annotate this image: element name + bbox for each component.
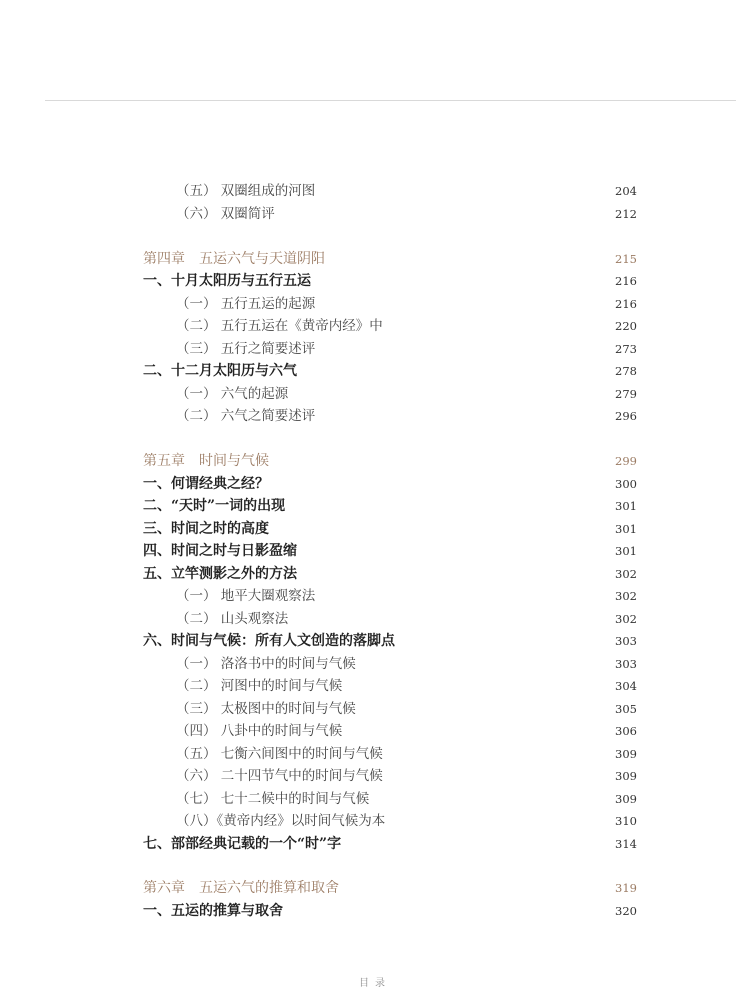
toc-section xyxy=(0,473,750,495)
toc-entry-title: 一、何谓经典之经？ xyxy=(143,476,269,492)
toc-chapter xyxy=(0,248,750,270)
toc-section xyxy=(0,540,750,562)
toc-subsection xyxy=(0,765,750,787)
toc-section xyxy=(0,270,750,292)
toc-entry-title: （二） 五行五运在《黄帝内经》中 xyxy=(176,318,383,334)
toc-page-number: 309 xyxy=(615,747,637,761)
toc-entry-title: 五、立竿测影之外的方法 xyxy=(143,566,297,582)
toc-page-number: 301 xyxy=(615,544,637,558)
toc-entry-title: （八）《黄帝内经》以时间气候为本 xyxy=(176,813,386,829)
toc-section xyxy=(0,630,750,652)
toc-page-number: 320 xyxy=(615,904,637,918)
toc-entry-title: （三） 太极图中的时间与气候 xyxy=(176,701,356,717)
toc-section xyxy=(0,495,750,517)
toc-entry-title: （二） 六气之简要述评 xyxy=(176,408,316,424)
toc-entry-title: 七、部部经典记载的一个“时”字 xyxy=(143,836,342,852)
toc-chapter xyxy=(0,877,750,899)
toc-page-number: 303 xyxy=(615,634,637,648)
toc-entry-title: （四） 八卦中的时间与气候 xyxy=(176,723,343,739)
toc-entry-title: 第五章 时间与气候 xyxy=(143,453,269,469)
toc-page-number: 296 xyxy=(615,409,637,423)
toc-page-number: 278 xyxy=(615,364,637,378)
toc-entry-title: （五） 七衡六间图中的时间与气候 xyxy=(176,746,383,762)
toc-subsection xyxy=(0,608,750,630)
toc-page-number: 302 xyxy=(615,612,637,626)
toc-page-number: 216 xyxy=(615,297,637,311)
toc-subsection xyxy=(0,293,750,315)
toc-section xyxy=(0,360,750,382)
toc-entry-title: 三、时间之时的高度 xyxy=(143,521,269,537)
toc-entry-title: 六、时间与气候：所有人文创造的落脚点 xyxy=(143,633,395,649)
toc-subsection xyxy=(0,698,750,720)
toc-page-number: 309 xyxy=(615,792,637,806)
toc-page-number: 301 xyxy=(615,522,637,536)
toc-chapter xyxy=(0,450,750,472)
toc-page-number: 301 xyxy=(615,499,637,513)
toc-page-number: 306 xyxy=(615,724,637,738)
toc-entry-title: 二、“天时”一词的出现 xyxy=(143,498,286,514)
toc-entry-title: 第六章 五运六气的推算和取舍 xyxy=(143,880,339,896)
toc-entry-title: （七） 七十二候中的时间与气候 xyxy=(176,791,370,807)
toc-page-number: 305 xyxy=(615,702,637,716)
toc-page-number: 273 xyxy=(615,342,637,356)
toc-page-number: 216 xyxy=(615,274,637,288)
toc-entry-title: （二） 山头观察法 xyxy=(176,611,289,627)
toc-subsection xyxy=(0,383,750,405)
toc-entry-title: 一、十月太阳历与五行五运 xyxy=(143,273,311,289)
toc-page-number: 302 xyxy=(615,589,637,603)
toc-page-number: 310 xyxy=(615,814,637,828)
toc-entry-title: （六） 二十四节气中的时间与气候 xyxy=(176,768,383,784)
toc-page-number: 299 xyxy=(615,454,637,468)
toc-page-number: 215 xyxy=(615,252,637,266)
toc-entry-title: （一） 六气的起源 xyxy=(176,386,289,402)
toc-section xyxy=(0,518,750,540)
toc-page-number: 319 xyxy=(615,881,637,895)
toc-section xyxy=(0,900,750,922)
toc-section xyxy=(0,563,750,585)
toc-subsection xyxy=(0,203,750,225)
toc-subsection xyxy=(0,720,750,742)
toc-entry-title: （六） 双圈简评 xyxy=(176,206,275,222)
toc-entry-title: （一） 洛洛书中的时间与气候 xyxy=(176,656,356,672)
toc-page-number: 212 xyxy=(615,207,637,221)
toc-entry-title: 一、五运的推算与取舍 xyxy=(143,903,283,919)
toc-page-number: 204 xyxy=(615,184,637,198)
toc-section xyxy=(0,833,750,855)
toc-page-number: 300 xyxy=(615,477,637,491)
toc-subsection xyxy=(0,810,750,832)
toc-page-number: 314 xyxy=(615,837,637,851)
toc-subsection xyxy=(0,315,750,337)
page-footer: 目录 xyxy=(359,978,391,989)
toc-page-number: 304 xyxy=(615,679,637,693)
toc-subsection xyxy=(0,675,750,697)
toc-page-number: 302 xyxy=(615,567,637,581)
toc-page-number: 279 xyxy=(615,387,637,401)
toc-subsection xyxy=(0,788,750,810)
toc-entry-title: （一） 地平大圈观察法 xyxy=(176,588,316,604)
toc-subsection xyxy=(0,180,750,202)
toc-subsection xyxy=(0,405,750,427)
toc-subsection xyxy=(0,653,750,675)
toc-subsection xyxy=(0,743,750,765)
toc-entry-title: （一） 五行五运的起源 xyxy=(176,296,316,312)
toc-entry-title: 四、时间之时与日影盈缩 xyxy=(143,543,297,559)
toc-page-number: 220 xyxy=(615,319,637,333)
toc-subsection xyxy=(0,338,750,360)
toc-page-number: 303 xyxy=(615,657,637,671)
toc-entry-title: 第四章 五运六气与天道阴阳 xyxy=(143,251,325,267)
toc-entry-title: （五） 双圈组成的河图 xyxy=(176,183,316,199)
toc-page-number: 309 xyxy=(615,769,637,783)
toc-subsection xyxy=(0,585,750,607)
toc-entry-title: 二、十二月太阳历与六气 xyxy=(143,363,297,379)
toc-entry-title: （二） 河图中的时间与气候 xyxy=(176,678,343,694)
toc-entry-title: （三） 五行之简要述评 xyxy=(176,341,316,357)
